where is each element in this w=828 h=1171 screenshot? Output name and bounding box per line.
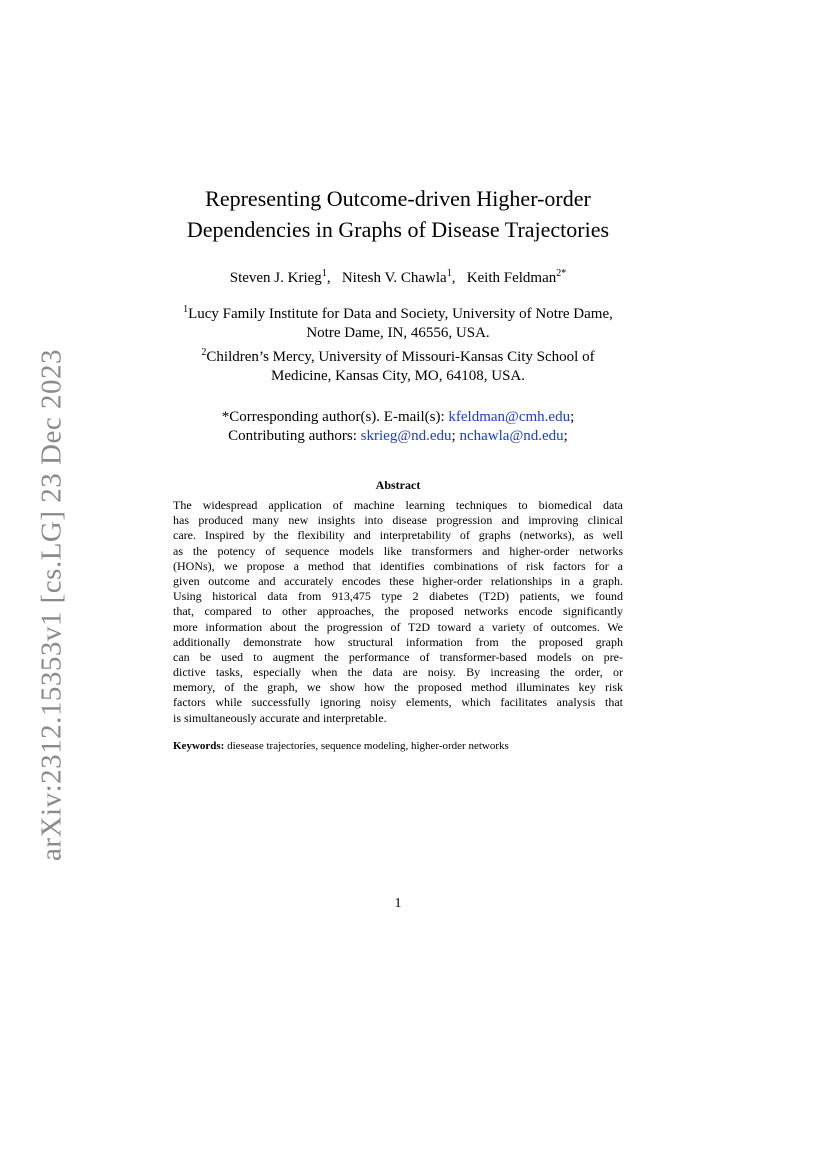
abstract-body: [173, 498, 623, 726]
contributing-label: Contributing authors:: [228, 428, 361, 444]
affiliation-text: Lucy Family Institute for Data and Society, University of Notre Dame,: [188, 306, 613, 322]
abstract-line: that, compared to other approaches, the proposed networks encode significantly: [173, 604, 623, 619]
abstract-line: memory, of the graph, we show how the proposed method illuminates key risk: [173, 680, 623, 695]
keywords: [173, 740, 623, 752]
abstract-line: can be used to augment the performance of transformer-based models on pre-: [173, 649, 623, 664]
abstract-line: more information about the progression of T2D toward a variety of outcomes. We: [173, 619, 623, 634]
abstract-line: The widespread application of machine learning techniques to biomedical data: [173, 498, 623, 512]
punctuation: ;: [563, 428, 568, 444]
author-separator: ,: [451, 270, 456, 286]
author-name: Keith Feldman: [466, 270, 557, 286]
abstract-line: dictive tasks, especially when the data are noisy. By increasing the order, or: [173, 665, 623, 680]
affiliation-line: [0, 343, 796, 367]
abstract-line: has produced many new insights into disease progression and improving clinical: [173, 513, 623, 528]
corresponding-label: *Corresponding author(s). E-mail(s):: [221, 409, 449, 425]
contributing-line: [0, 427, 796, 446]
abstract-line: Using historical data from 913,475 type 2 diabetes (T2D) patients, we found: [173, 589, 623, 604]
email-link[interactable]: nchawla@nd.edu: [459, 428, 564, 444]
arxiv-side-stamp: arXiv:2312.15353v1 [cs.LG] 23 Dec 2023: [35, 349, 68, 861]
abstract-line: (HONs), we propose a method that identifies combinations of risk factors for a: [173, 558, 623, 573]
author-affil-mark: 1: [446, 268, 452, 279]
affiliation-text: Children’s Mercy, University of Missouri-Kansas City School of: [206, 349, 595, 365]
affiliation-line: Notre Dame, IN, 46556, USA.: [306, 325, 490, 341]
email-link[interactable]: kfeldman@cmh.edu: [448, 409, 571, 425]
author-list: [0, 268, 796, 287]
abstract-line: additionally demonstrate how structural information from the proposed graph: [173, 634, 623, 649]
author-name: Steven J. Krieg: [229, 270, 322, 286]
corresponding-line: [0, 408, 796, 427]
affil-mark: 2: [201, 347, 207, 358]
author-name: Nitesh V. Chawla: [341, 270, 447, 286]
email-link[interactable]: skrieg@nd.edu: [360, 428, 452, 444]
abstract-heading: Abstract: [375, 478, 421, 492]
punctuation: ;: [570, 409, 575, 425]
affiliation-line: [0, 300, 796, 324]
affiliation-line: Medicine, Kansas City, MO, 64108, USA.: [270, 368, 525, 384]
keywords-label: Keywords:: [173, 740, 225, 752]
author-separator: ,: [326, 270, 331, 286]
title-line: Representing Outcome-driven Higher-order: [205, 186, 591, 211]
keywords-text: diesease trajectories, sequence modeling, higher-order networks: [224, 740, 509, 752]
title-line: Dependencies in Graphs of Disease Trajectories: [186, 217, 610, 242]
abstract-line: is simultaneously accurate and interpretable.: [173, 710, 387, 725]
abstract-line: factors while successfully ignoring noisy elements, which facilitates analysis that: [173, 695, 623, 710]
correspondence: [0, 408, 796, 446]
punctuation: ;: [451, 428, 460, 444]
affil-mark: 1: [183, 304, 189, 315]
page-number: 1: [394, 896, 402, 911]
abstract-line: given outcome and accurately encodes these higher-order relationships in a graph.: [173, 573, 623, 588]
author-affil-mark: 1: [321, 268, 327, 279]
paper-title: [0, 183, 796, 245]
abstract-line: care. Inspired by the flexibility and interpretability of graphs (networks), as well: [173, 528, 623, 543]
abstract-line: as the potency of sequence models like transformers and higher-order networks: [173, 543, 623, 558]
author-affil-mark: 2*: [556, 268, 567, 279]
affiliations: [0, 300, 796, 386]
